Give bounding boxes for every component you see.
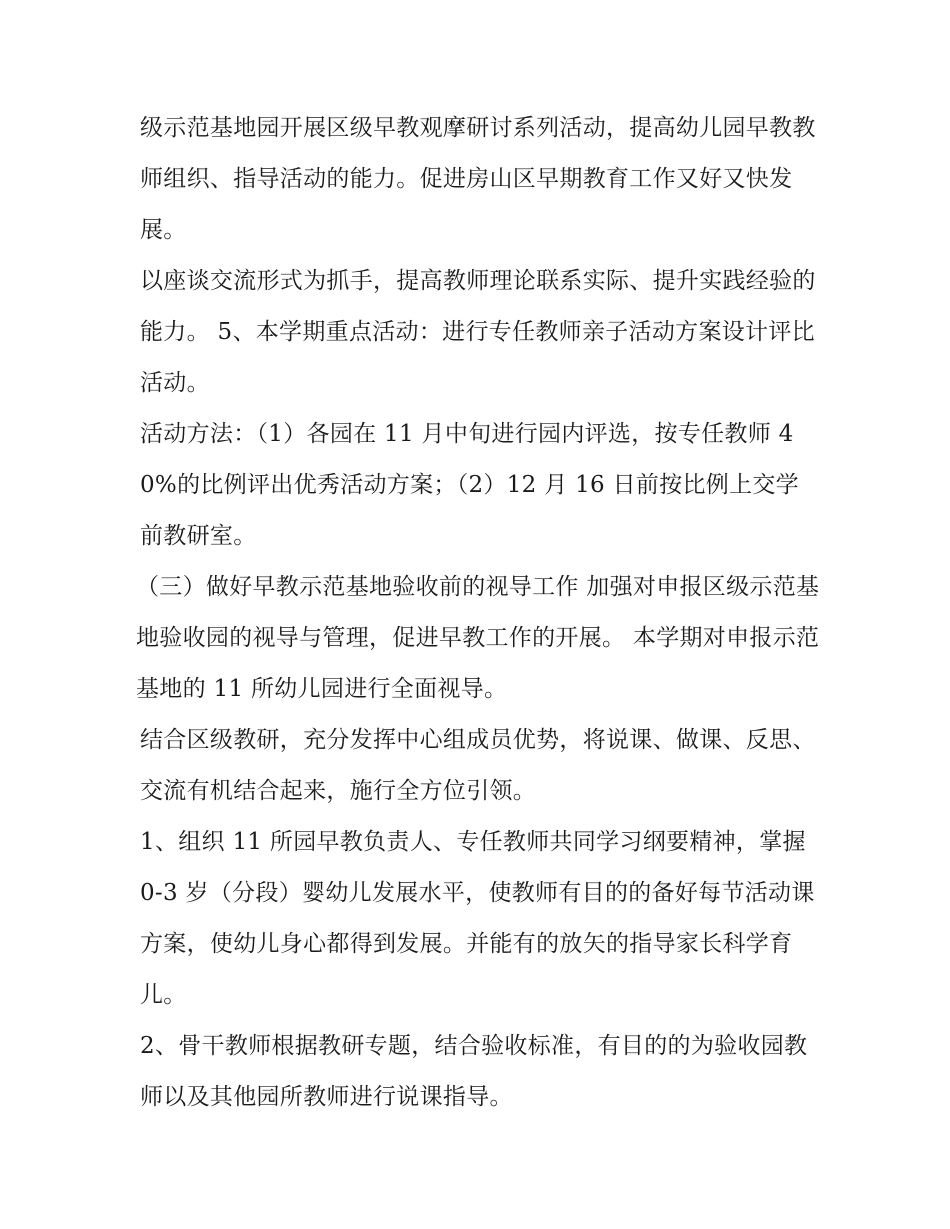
paragraph-7: 2、骨干教师根据教研专题，结合验收标准，有目的的为验收园教师以及其他园所教师进行说课指导。 [140,1033,808,1110]
paragraph-4: （三）做好早教示范基地验收前的视导工作 加强对申报区级示范基地验收园的视导与管理，促进早教工作的开展。 本学期对申报示范基地的 11 所幼儿园进行全面视导。 [136,574,820,702]
document-body [136,103,820,1123]
paragraph-5: 结合区级教研，充分发挥中心组成员优势，将说课、做课、反思、交流有机结合起来，施行全方位引领。 [140,727,816,804]
paragraph-3: 活动方法：（1）各园在 11 月中旬进行园内评选，按专任教师 40%的比例评出优秀活动方案；（2）12 月 16 日前按比例上交学前教研室。 [140,421,799,549]
paragraph-6: 1、组织 11 所园早教负责人、专任教师共同学习纲要精神，掌握 0-3 岁（分段）婴幼儿发展水平，使教师有目的的备好每节活动课方案，使幼儿身心都得到发展。并能有的放矢的指导家长科学育儿。 [140,829,815,1008]
paragraph-2: 以座谈交流形式为抓手，提高教师理论联系实际、提升实践经验的能力。 5、本学期重点活动：进行专任教师亲子活动方案设计评比活动。 [140,268,816,396]
paragraph-1: 级示范基地园开展区级早教观摩研讨系列活动，提高幼儿园早教教师组织、指导活动的能力。促进房山区早期教育工作又好又快发展。 [140,115,816,243]
